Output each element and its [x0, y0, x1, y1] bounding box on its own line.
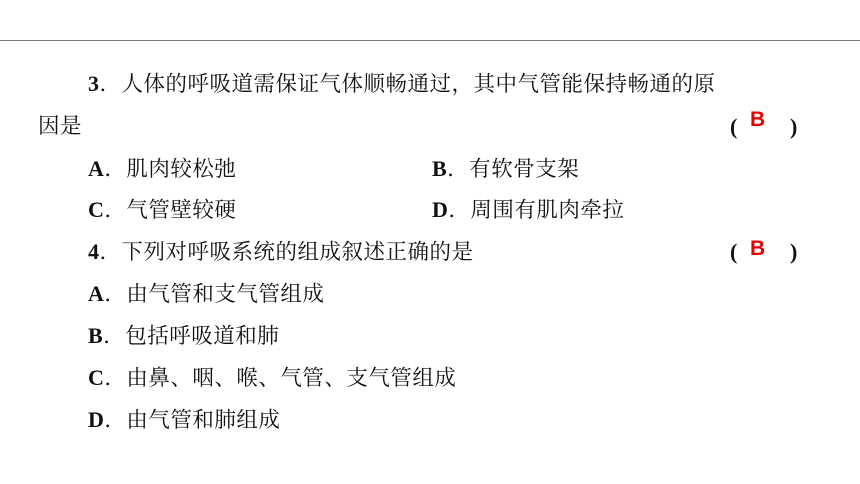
answer-paren-close: ): [790, 114, 798, 139]
option-a: A．由气管和支气管组成: [88, 281, 325, 307]
option-d: D．由气管和肺组成: [88, 407, 281, 433]
option-c: C．由鼻、咽、喉、气管、支气管组成: [88, 365, 457, 391]
question-3-stem-line2: [38, 113, 82, 141]
option-c: C．气管壁较硬: [88, 197, 237, 223]
question-number: 3: [88, 71, 100, 96]
question-text: 因是: [38, 114, 83, 139]
answer-paren-close: ): [790, 239, 798, 264]
question-4-stem: 4．下列对呼吸系统的组成叙述正确的是: [88, 239, 474, 265]
question-text: 人体的呼吸道需保证气体顺畅通过，其中气管能保持畅通的原: [121, 72, 716, 97]
answer-paren-open: (: [730, 239, 738, 264]
answer-paren-open: (: [730, 114, 738, 139]
option-b: B．包括呼吸道和肺: [88, 323, 280, 349]
question-text: 下列对呼吸系统的组成叙述正确的是: [121, 240, 474, 265]
option-d: D．周围有肌肉牵拉: [432, 197, 625, 223]
option-b: B．有软骨支架: [432, 156, 580, 182]
answer-mark: B: [750, 237, 766, 260]
question-3-stem-line1: 3．人体的呼吸道需保证气体顺畅通过，其中气管能保持畅通的原: [88, 71, 716, 97]
option-a: A．肌肉较松弛: [88, 156, 237, 182]
answer-mark: B: [750, 108, 766, 131]
question-number: 4: [88, 239, 100, 264]
top-divider: [0, 40, 860, 41]
